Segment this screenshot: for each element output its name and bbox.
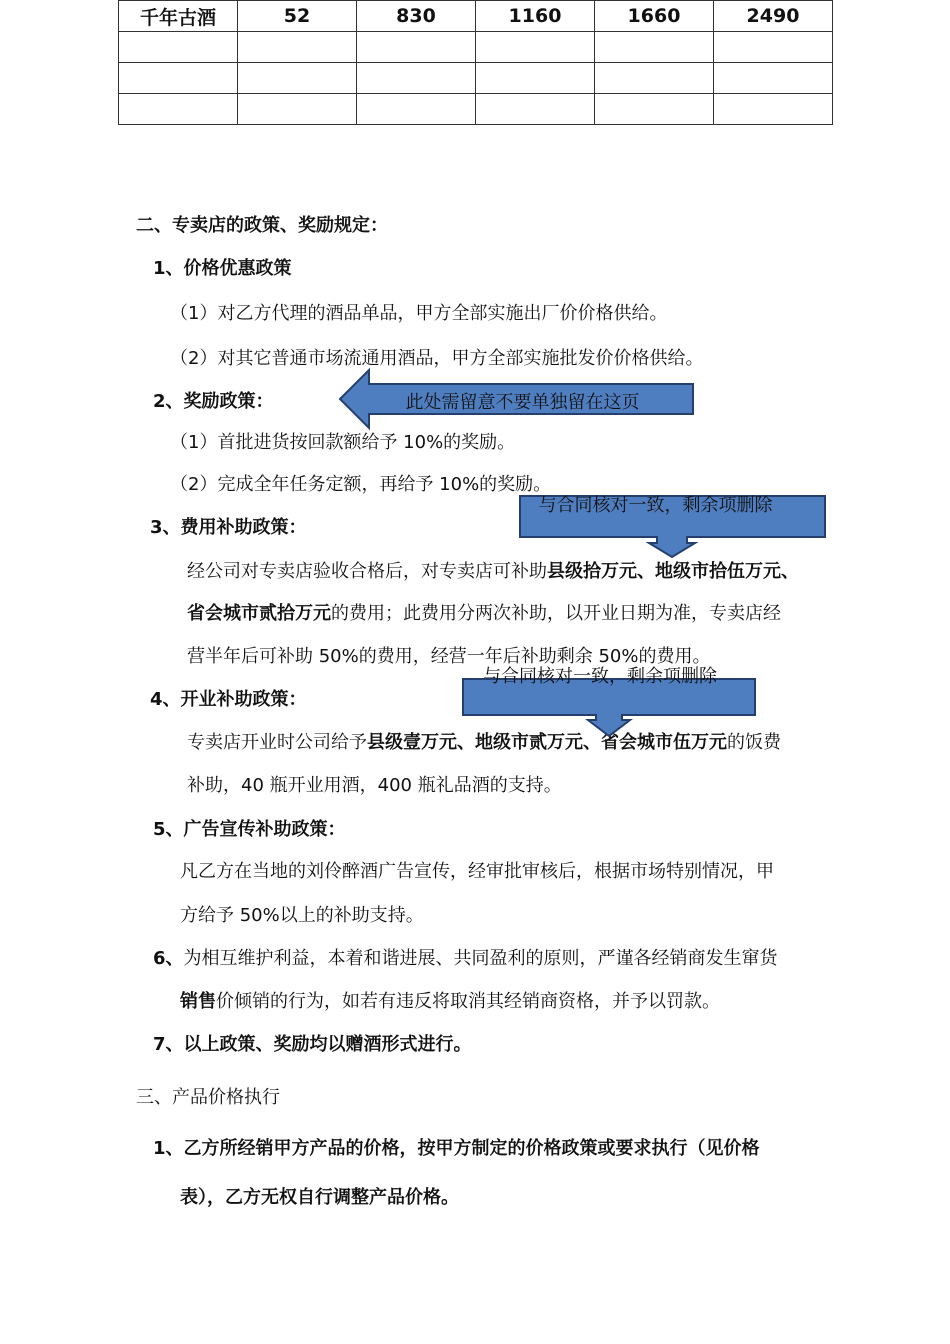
table-cell xyxy=(595,63,714,94)
policy3-line2 xyxy=(187,599,781,625)
policy3-line3: 营半年后可补助 50%的费用，经营一年后补助剩余 50%的费用。 xyxy=(187,646,711,667)
table-cell xyxy=(476,63,595,94)
table-cell xyxy=(714,63,833,94)
policy5-line1: 凡乙方在当地的刘伶醉酒广告宣传，经审批审核后，根据市场特别情况，甲 xyxy=(180,861,774,882)
table-row xyxy=(119,32,833,63)
table-cell xyxy=(476,32,595,63)
section3-heading: 三、产品价格执行 xyxy=(136,1087,280,1108)
table-cell xyxy=(119,94,238,125)
section3-item1-line1: 1、乙方所经销甲方产品的价格，按甲方制定的价格政策或要求执行（见价格 xyxy=(153,1138,760,1159)
table-cell xyxy=(119,63,238,94)
price-table xyxy=(118,0,833,125)
table-cell xyxy=(714,32,833,63)
policy2-item1: （1）首批进货按回款额给予 10%的奖励。 xyxy=(170,432,516,453)
table-cell: 52 xyxy=(238,1,357,32)
policy3-line1-bold: 县级拾万元、地级市拾伍万元、 xyxy=(547,561,799,582)
down-arrow-callout2-text: 与合同核对一致，剩余项删除 xyxy=(483,666,717,687)
policy7: 7、以上政策、奖励均以赠酒形式进行。 xyxy=(153,1034,472,1055)
table-row xyxy=(119,94,833,125)
policy5-line2: 方给予 50%以上的补助支持。 xyxy=(180,905,424,926)
section3-item1-line2: 表），乙方无权自行调整产品价格。 xyxy=(180,1187,459,1208)
table-cell xyxy=(357,32,476,63)
policy6-line1-text: 为相互维护利益，本着和谐进展、共同盈利的原则，严谨各经销商发生窜货 xyxy=(183,948,778,969)
table-row xyxy=(119,1,833,32)
policy1-title: 1、价格优惠政策 xyxy=(153,258,292,279)
policy5-title: 5、广告宣传补助政策： xyxy=(153,819,346,840)
policy4-line1-text: 专卖店开业时公司给予 xyxy=(187,732,367,753)
table-cell xyxy=(714,94,833,125)
table-cell xyxy=(595,94,714,125)
policy3-line1 xyxy=(187,557,799,583)
table-cell xyxy=(357,94,476,125)
table-cell xyxy=(238,32,357,63)
table-cell: 830 xyxy=(357,1,476,32)
table-row xyxy=(119,63,833,94)
policy1-item2: （2）对其它普通市场流通用酒品，甲方全部实施批发价价格供给。 xyxy=(170,348,704,369)
table-cell xyxy=(238,63,357,94)
policy4-line2: 补助，40 瓶开业用酒，400 瓶礼品酒的支持。 xyxy=(187,775,562,796)
policy6-line2 xyxy=(180,987,720,1013)
policy3-line2-text: 的费用；此费用分两次补助，以开业日期为准，专卖店经 xyxy=(331,603,781,624)
policy2-item2: （2）完成全年任务定额，再给予 10%的奖励。 xyxy=(170,474,552,495)
policy6-line2-text: 价倾销的行为，如若有违反将取消其经销商资格，并予以罚款。 xyxy=(216,991,720,1012)
table-cell: 1160 xyxy=(476,1,595,32)
left-arrow-callout-text: 此处需留意不要单独留在这页 xyxy=(405,392,640,413)
policy3-line1-text: 经公司对专卖店验收合格后，对专卖店可补助 xyxy=(187,561,547,582)
policy3-title: 3、费用补助政策： xyxy=(150,517,307,538)
table-cell xyxy=(595,32,714,63)
table-cell: 2490 xyxy=(714,1,833,32)
policy3-line2-bold: 省会城市贰拾万元 xyxy=(187,603,331,624)
table-cell xyxy=(357,63,476,94)
table-cell: 千年古酒 xyxy=(119,1,238,32)
policy4-line1-tail: 的饭费 xyxy=(727,732,781,753)
policy4-line1-bold: 县级壹万元、地级市贰万元、省会城市伍万元 xyxy=(367,732,727,753)
table-cell xyxy=(238,94,357,125)
section2-heading: 二、专卖店的政策、奖励规定： xyxy=(136,215,388,236)
down-arrow-callout1-text: 与合同核对一致，剩余项删除 xyxy=(538,495,773,516)
policy6-number: 6、 xyxy=(153,948,184,969)
policy6-line1 xyxy=(153,944,778,970)
policy1-item1: （1）对乙方代理的酒品单品，甲方全部实施出厂价价格供给。 xyxy=(170,303,668,324)
policy4-title: 4、开业补助政策： xyxy=(150,689,307,710)
table-cell xyxy=(476,94,595,125)
table-cell xyxy=(119,32,238,63)
table-cell: 1660 xyxy=(595,1,714,32)
policy2-title: 2、奖励政策： xyxy=(153,391,274,412)
policy6-line2-bold: 销售 xyxy=(180,991,216,1012)
